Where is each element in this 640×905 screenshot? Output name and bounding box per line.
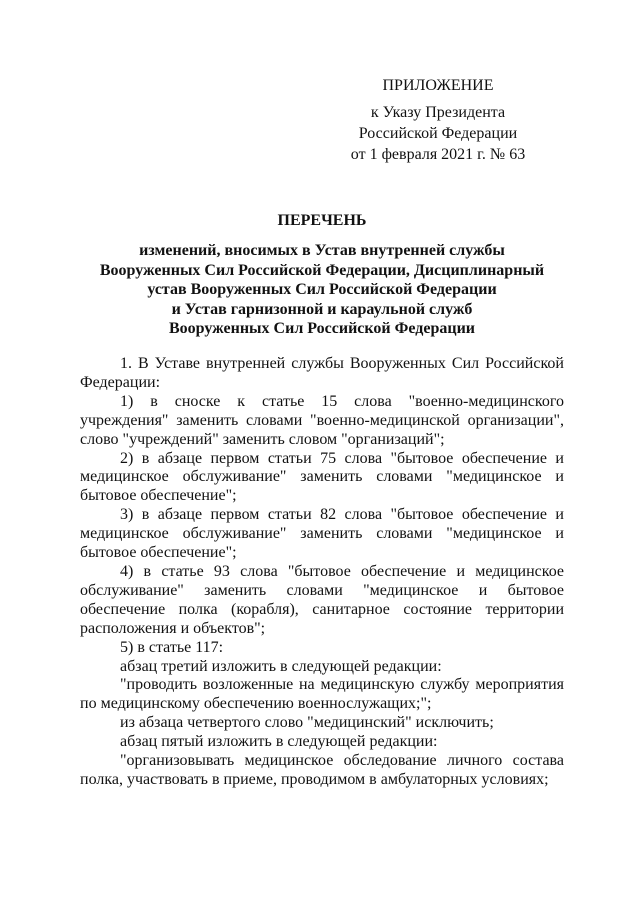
- paragraph: абзац пятый изложить в следующей редакции:: [120, 733, 438, 751]
- document-body: [80, 355, 564, 790]
- paragraph: из абзаца четвертого слово "медицинский" исключить;: [120, 714, 494, 732]
- paragraph: 1. В Уставе внутренней службы Вооруженных Сил Российской Федерации:: [80, 355, 564, 391]
- paragraph: 4) в статье 93 слова "бытовое обеспечение и медицинское обслуживание" заменить словами "медицинское и бытовое обеспечение полка (корабля), санитарное состояние территории расположения и объектов";: [80, 562, 564, 637]
- paragraph: "проводить возложенные на медицинскую службу мероприятия по медицинскому обеспечению военнослужащих;";: [80, 676, 564, 713]
- appendix-title: ПРИЛОЖЕНИЕ: [382, 77, 494, 94]
- heading-subtitle-line: Вооруженных Сил Российской Федерации, Дисциплинарный: [99, 261, 545, 279]
- heading-subtitle-line: и Устав гарнизонной и караульной служб: [171, 300, 473, 318]
- heading-subtitle-line: устав Вооруженных Сил Российской Федерации: [147, 281, 497, 298]
- paragraph: абзац третий изложить в следующей редакции:: [120, 657, 442, 675]
- heading-title: ПЕРЕЧЕНЬ: [277, 212, 367, 229]
- document-heading: [80, 210, 564, 339]
- appendix-line-date: от 1 февраля 2021 г. № 63: [350, 146, 526, 163]
- appendix-block: [318, 75, 558, 165]
- paragraph: 1) в сноске к статье 15 слова "военно-медицинского учреждения" заменить словами "военно-медицинской организации", слово "учреждений" заменить словом "организаций";: [80, 392, 564, 448]
- appendix-line-federation: Российской Федерации: [358, 125, 518, 142]
- paragraph: 3) в абзаце первом статьи 82 слова "бытовое обеспечение и медицинское обслуживание" заменить словами "медицинское и бытовое обеспечение";: [80, 506, 564, 562]
- heading-subtitle-line: Вооруженных Сил Российской Федерации: [168, 320, 476, 337]
- paragraph: 2) в абзаце первом статьи 75 слова "бытовое обеспечение и медицинское обслуживание" заменить словами "медицинское и бытовое обеспечение";: [80, 449, 564, 505]
- paragraph: 5) в статье 117:: [120, 638, 224, 656]
- paragraph: "организовывать медицинское обследование личного состава полка, участвовать в приеме, проводимом в амбулаторных условиях;: [80, 752, 564, 788]
- appendix-line-decree: к Указу Президента: [370, 104, 506, 121]
- heading-subtitle-line: изменений, вносимых в Устав внутренней службы: [139, 242, 505, 259]
